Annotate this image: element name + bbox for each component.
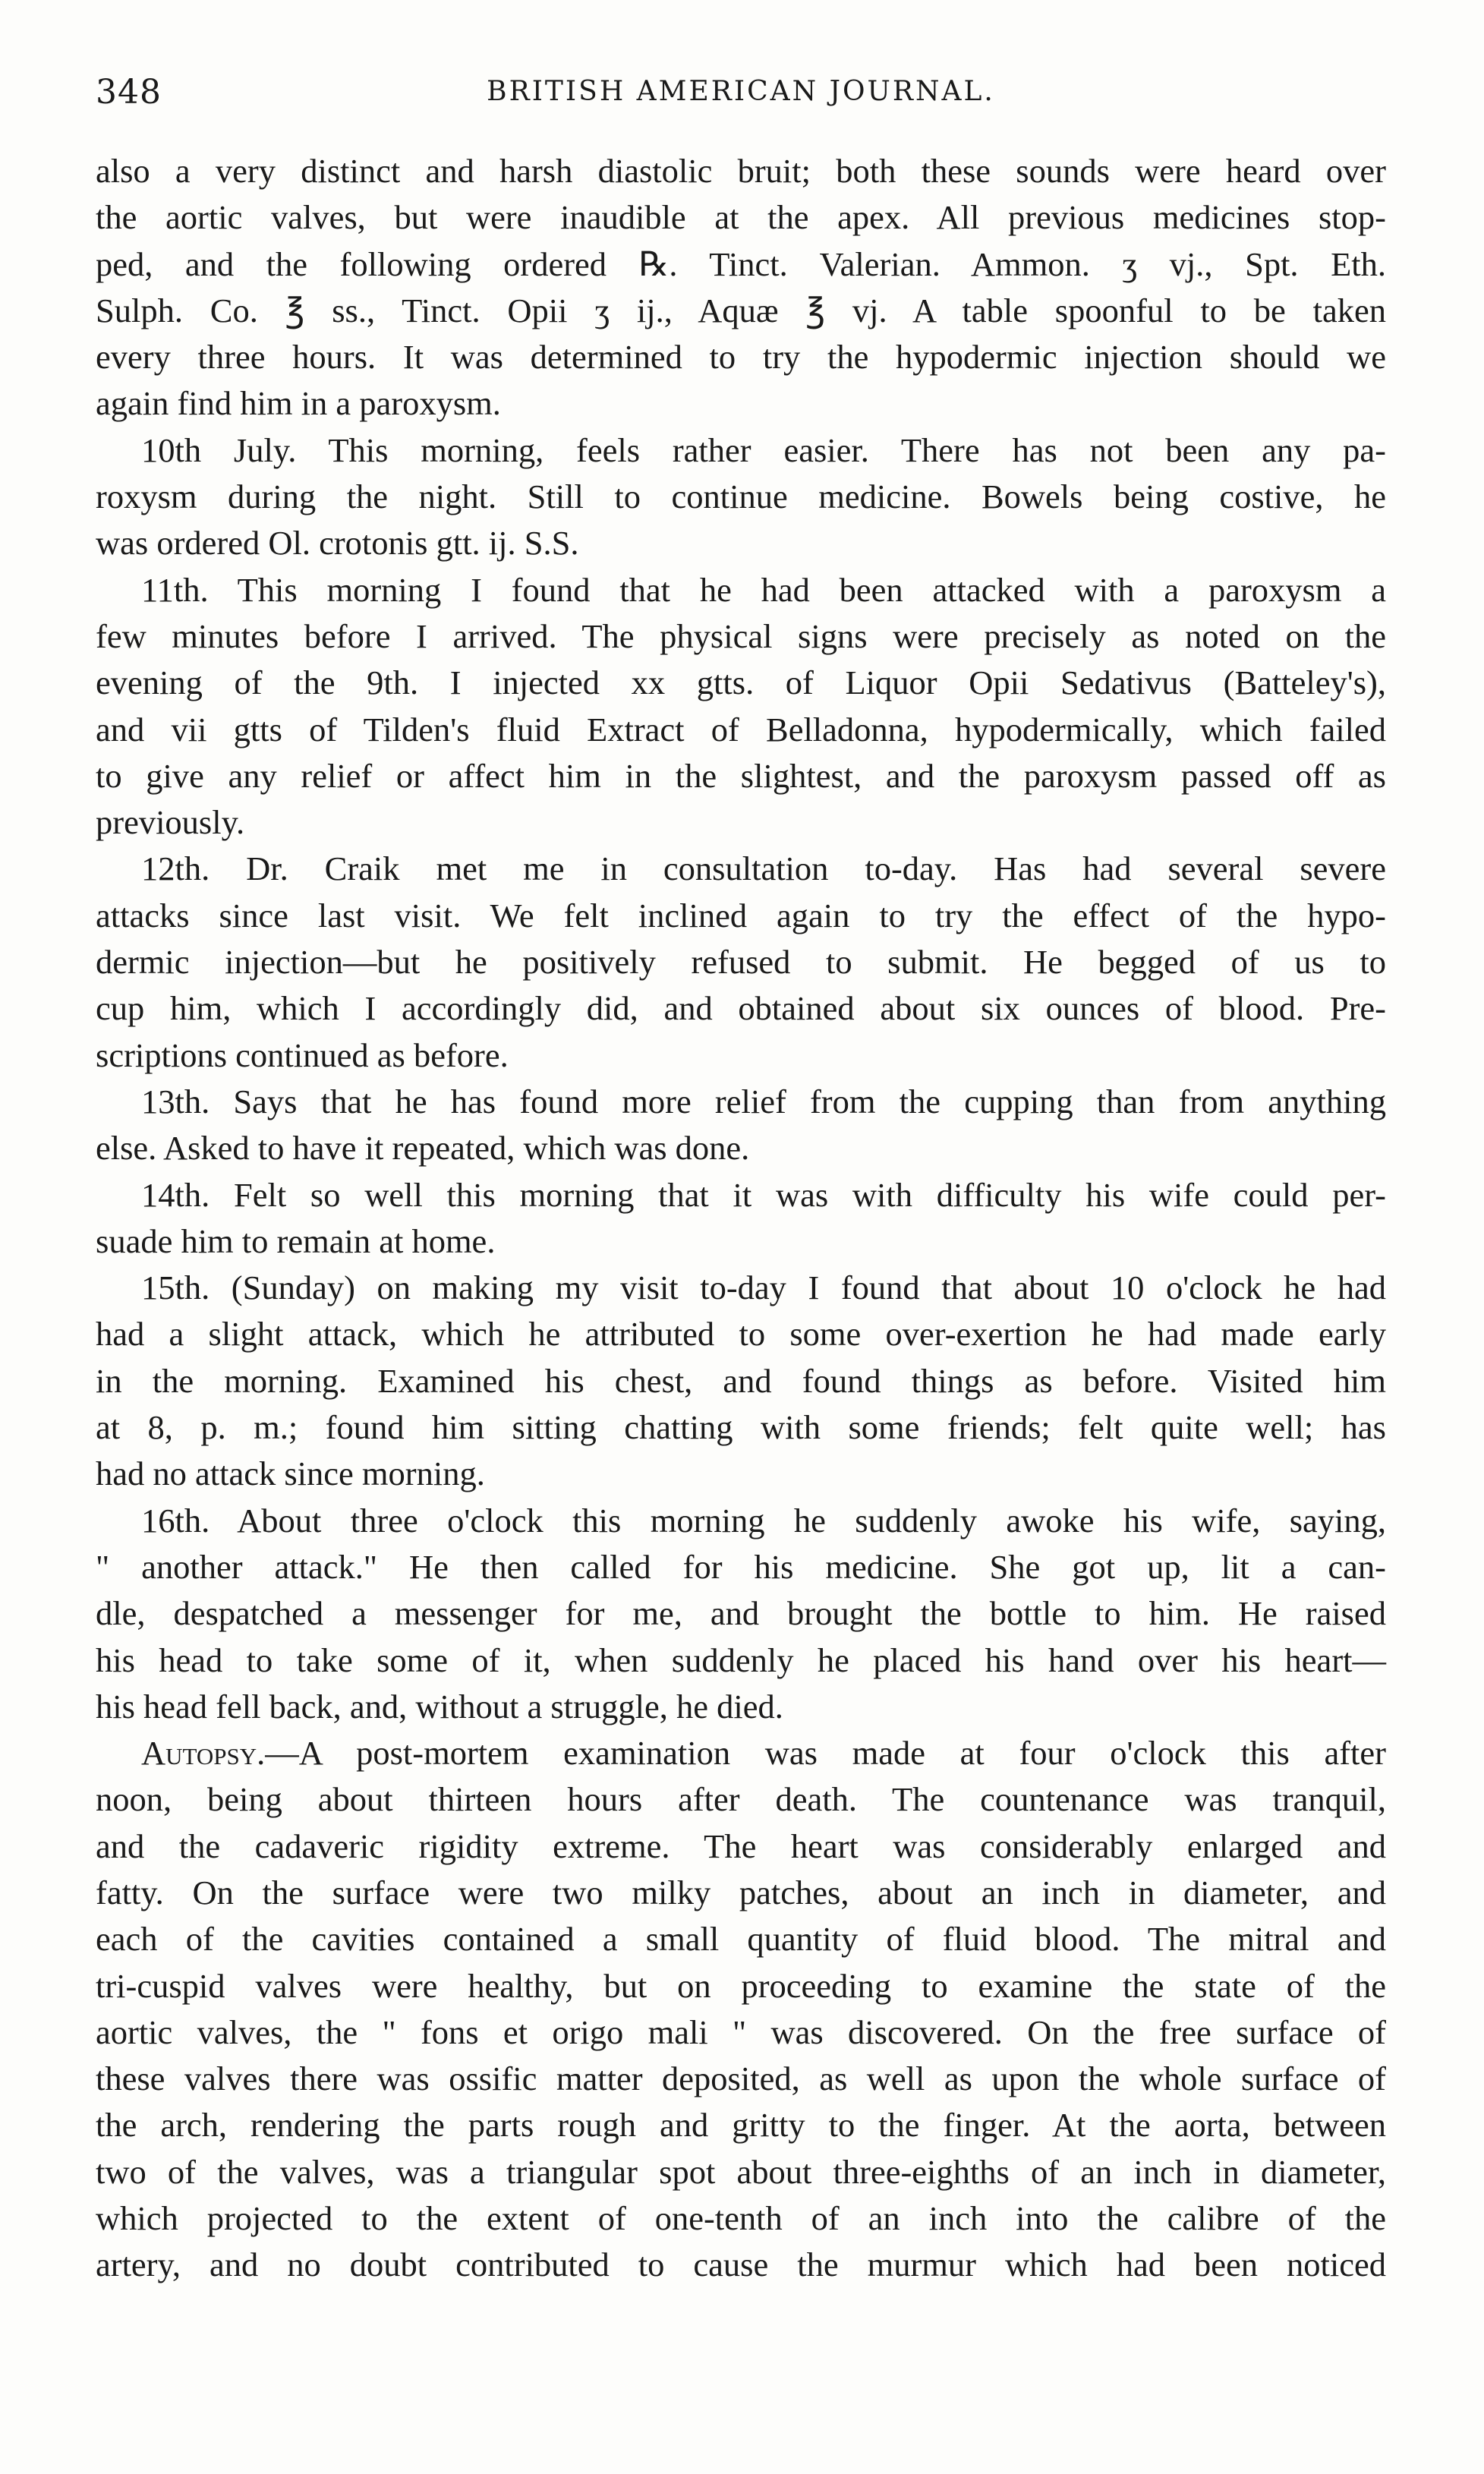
text-line bbox=[96, 1079, 1386, 1125]
line-text: artery, and no doubt contributed to cause the murmur which had been noticed bbox=[96, 2246, 1386, 2284]
text-line bbox=[96, 1451, 1386, 1497]
text-line bbox=[96, 1684, 1386, 1730]
line-text: 11th. This morning I found that he had been attacked with a paroxysm a bbox=[141, 570, 1386, 609]
text-line bbox=[96, 1218, 1386, 1265]
line-text: was ordered Ol. crotonis gtt. ij. S.S. bbox=[96, 524, 579, 563]
section-heading: Autopsy. bbox=[141, 1734, 266, 1773]
text-line bbox=[96, 660, 1386, 706]
paragraph bbox=[96, 1498, 1386, 1730]
text-line bbox=[96, 1637, 1386, 1684]
line-text: in the morning. Examined his chest, and found things as before. Visited him bbox=[96, 1361, 1386, 1400]
line-text: tri-cuspid valves were healthy, but on proceeding to examine the state of the bbox=[96, 1966, 1386, 2005]
text-line bbox=[96, 1498, 1386, 1544]
line-text: " another attack." He then called for his medicine. She got up, lit a can- bbox=[96, 1547, 1386, 1586]
text-line bbox=[96, 148, 1386, 194]
text-line bbox=[96, 288, 1386, 334]
paragraph bbox=[96, 567, 1386, 846]
line-text: fatty. On the surface were two milky patches, about an inch in diameter, and bbox=[96, 1873, 1386, 1911]
line-text: to give any relief or affect him in the slightest, and the paroxysm passed off as bbox=[96, 756, 1386, 795]
line-text: noon, being about thirteen hours after death. The countenance was tranquil, bbox=[96, 1780, 1386, 1819]
paragraph bbox=[96, 427, 1386, 567]
paragraph bbox=[96, 1172, 1386, 1265]
text-line bbox=[96, 1823, 1386, 1870]
paragraph bbox=[96, 1079, 1386, 1172]
line-text: at 8, p. m.; found him sitting chatting with some friends; felt quite well; has bbox=[96, 1408, 1386, 1447]
line-text: previously. bbox=[96, 803, 245, 842]
line-text: which projected to the extent of one-tenth of an inch into the calibre of the bbox=[96, 2199, 1386, 2238]
text-line bbox=[96, 1776, 1386, 1823]
line-text: suade him to remain at home. bbox=[96, 1221, 496, 1260]
running-head bbox=[96, 73, 1386, 126]
line-text: few minutes before I arrived. The physical signs were precisely as noted on the bbox=[96, 616, 1386, 655]
line-text: again find him in a paroxysm. bbox=[96, 384, 501, 423]
text-line bbox=[96, 1590, 1386, 1637]
text-line bbox=[96, 1916, 1386, 1962]
paragraph bbox=[96, 846, 1386, 1078]
line-text: dermic injection—but he positively refused to submit. He begged of us to bbox=[96, 943, 1386, 982]
line-text: 16th. About three o'clock this morning he suddenly awoke his wife, saying, bbox=[141, 1501, 1386, 1540]
line-text: the arch, rendering the parts rough and gritty to the finger. At the aorta, between bbox=[96, 2106, 1386, 2145]
text-line bbox=[96, 1730, 1386, 1776]
text-line bbox=[96, 334, 1386, 380]
text-line bbox=[96, 753, 1386, 799]
line-text: each of the cavities contained a small quantity of fluid blood. The mitral and bbox=[96, 1920, 1386, 1959]
line-text: and vii gtts of Tilden's fluid Extract of Belladonna, hypodermically, which failed bbox=[96, 710, 1386, 749]
line-text: —A post-mortem examination was made at four o'clock this after bbox=[265, 1734, 1386, 1773]
text-line bbox=[96, 1125, 1386, 1171]
paragraph bbox=[96, 148, 1386, 427]
line-text: and the cadaveric rigidity extreme. The heart was considerably enlarged and bbox=[96, 1826, 1386, 1865]
text-line bbox=[96, 474, 1386, 520]
text-line bbox=[96, 2102, 1386, 2148]
line-text: his head fell back, and, without a struggle, he died. bbox=[96, 1687, 783, 1725]
text-line bbox=[96, 846, 1386, 892]
text-line bbox=[96, 2149, 1386, 2195]
line-text: 13th. Says that he has found more relief from the cupping than from anything bbox=[141, 1082, 1386, 1120]
line-text: Sulph. Co. ℥ ss., Tinct. Opii ʒ ij., Aquæ ℥ vj. A table spoonful to be taken bbox=[96, 291, 1386, 329]
line-text: his head to take some of it, when suddenly he placed his hand over his heart— bbox=[96, 1640, 1386, 1679]
text-line bbox=[96, 1032, 1386, 1079]
text-line bbox=[96, 2009, 1386, 2056]
text-line bbox=[96, 194, 1386, 241]
text-line bbox=[96, 241, 1386, 288]
paragraph bbox=[96, 1265, 1386, 1497]
line-text: 10th July. This morning, feels rather easier. There has not been any pa- bbox=[141, 430, 1386, 469]
text-line bbox=[96, 2242, 1386, 2288]
line-text: had no attack since morning. bbox=[96, 1454, 485, 1493]
text-line bbox=[96, 939, 1386, 985]
text-line bbox=[96, 380, 1386, 427]
line-text: roxysm during the night. Still to continue medicine. Bowels being costive, he bbox=[96, 477, 1386, 516]
line-text: cup him, which I accordingly did, and obtained about six ounces of blood. Pre- bbox=[96, 989, 1386, 1028]
line-text: evening of the 9th. I injected xx gtts. of Liquor Opii Sedativus (Batteley's), bbox=[96, 663, 1386, 702]
line-text: also a very distinct and harsh diastolic bruit; both these sounds were heard over bbox=[96, 152, 1386, 190]
text-line bbox=[96, 2195, 1386, 2242]
text-line bbox=[96, 2056, 1386, 2102]
line-text: every three hours. It was determined to try the hypodermic injection should we bbox=[96, 338, 1386, 377]
page-number: 348 bbox=[96, 73, 162, 112]
text-line bbox=[96, 799, 1386, 846]
text-line bbox=[96, 1172, 1386, 1218]
text-line bbox=[96, 1358, 1386, 1404]
text-line bbox=[96, 1311, 1386, 1357]
line-text: attacks since last visit. We felt inclined again to try the effect of the hypo- bbox=[96, 896, 1386, 934]
journal-title: BRITISH AMERICAN JOURNAL. bbox=[487, 76, 995, 107]
text-line bbox=[96, 613, 1386, 660]
line-text: had a slight attack, which he attributed to some over-exertion he had made early bbox=[96, 1315, 1386, 1354]
text-line bbox=[96, 1404, 1386, 1451]
text-line bbox=[96, 520, 1386, 566]
text-line bbox=[96, 1963, 1386, 2009]
line-text: 14th. Felt so well this morning that it was with difficulty his wife could per- bbox=[141, 1175, 1386, 1214]
body-text bbox=[96, 148, 1386, 2289]
line-text: aortic valves, the " fons et origo mali " was discovered. On the free surface of bbox=[96, 2012, 1386, 2051]
text-line bbox=[96, 1544, 1386, 1590]
line-text: dle, despatched a messenger for me, and brought the bottle to him. He raised bbox=[96, 1594, 1386, 1633]
text-line bbox=[96, 427, 1386, 474]
line-text: scriptions continued as before. bbox=[96, 1035, 509, 1074]
text-line bbox=[96, 1870, 1386, 1916]
text-line bbox=[96, 1265, 1386, 1311]
line-text: 15th. (Sunday) on making my visit to-day I found that about 10 o'clock he had bbox=[141, 1269, 1386, 1307]
text-line bbox=[96, 893, 1386, 939]
text-line bbox=[96, 985, 1386, 1032]
line-text: two of the valves, was a triangular spot about three-eighths of an inch in diameter, bbox=[96, 2152, 1386, 2191]
text-line bbox=[96, 567, 1386, 613]
line-text: the aortic valves, but were inaudible at the apex. All previous medicines stop- bbox=[96, 198, 1386, 237]
text-line bbox=[96, 707, 1386, 753]
paragraph bbox=[96, 1730, 1386, 2289]
line-text: these valves there was ossific matter deposited, as well as upon the whole surface of bbox=[96, 2060, 1386, 2098]
line-text: 12th. Dr. Craik met me in consultation to-day. Has had several severe bbox=[141, 849, 1386, 888]
line-text: ped, and the following ordered ℞. Tinct. Valerian. Ammon. ʒ vj., Spt. Eth. bbox=[96, 244, 1386, 283]
line-text: else. Asked to have it repeated, which was done. bbox=[96, 1129, 750, 1168]
